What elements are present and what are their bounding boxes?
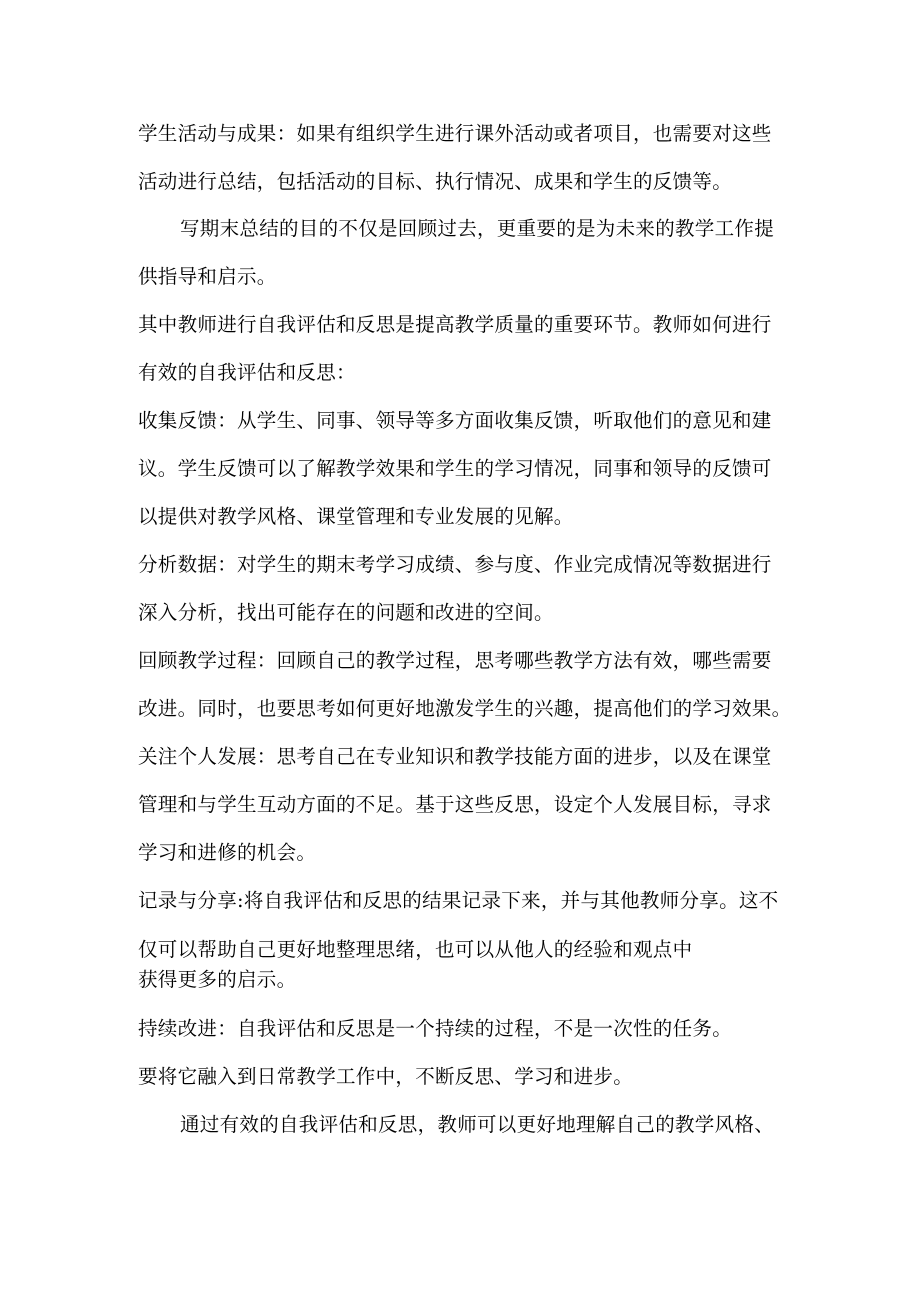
text-line: 活动进行总结，包括活动的目标、执行情况、成果和学生的反馈等。	[138, 170, 733, 193]
text-line: 学生活动与成果：如果有组织学生进行课外活动或者项目，也需要对这些	[138, 122, 772, 145]
text-line: 获得更多的启示。	[138, 968, 297, 991]
text-line: 深入分析，找出可能存在的问题和改进的空间。	[138, 601, 554, 624]
text-line: 通过有效的自我评估和反思，教师可以更好地理解自己的教学风格、	[180, 1113, 775, 1136]
text-line: 写期末总结的目的不仅是回顾过去，更重要的是为未来的教学工作提	[180, 217, 775, 240]
text-line: 回顾教学过程：回顾自己的教学过程，思考哪些教学方法有效，哪些需要	[138, 649, 772, 672]
text-line: 以提供对教学风格、课堂管理和专业发展的见解。	[138, 505, 574, 528]
text-line: 持续改进：自我评估和反思是一个持续的过程，不是一次性的任务。	[138, 1017, 733, 1040]
text-line: 有效的自我评估和反思：	[138, 361, 356, 384]
text-line: 改进。同时，也要思考如何更好地激发学生的兴趣，提高他们的学习效果。	[138, 697, 792, 720]
text-line: 学习和进修的机会。	[138, 841, 317, 864]
text-line: 其中教师进行自我评估和反思是提高教学质量的重要环节。教师如何进行	[138, 313, 772, 336]
text-line: 分析数据：对学生的期末考学习成绩、参与度、作业完成情况等数据进行	[138, 553, 772, 576]
text-line: 议。学生反馈可以了解教学效果和学生的学习情况，同事和领导的反馈可	[138, 457, 772, 480]
text-line: 仅可以帮助自己更好地整理思绪，也可以从他人的经验和观点中	[138, 938, 693, 961]
text-line: 管理和与学生互动方面的不足。基于这些反思，设定个人发展目标，寻求	[138, 793, 772, 816]
text-line: 供指导和启示。	[138, 265, 277, 288]
text-line: 记录与分享:将自我评估和反思的结果记录下来，并与其他教师分享。这不	[138, 889, 779, 912]
text-line: 关注个人发展：思考自己在专业知识和教学技能方面的进步，以及在课堂	[138, 745, 772, 768]
text-line: 收集反馈：从学生、同事、领导等多方面收集反馈，听取他们的意见和建	[138, 409, 772, 432]
text-line: 要将它融入到日常教学工作中，不断反思、学习和进步。	[138, 1065, 634, 1088]
